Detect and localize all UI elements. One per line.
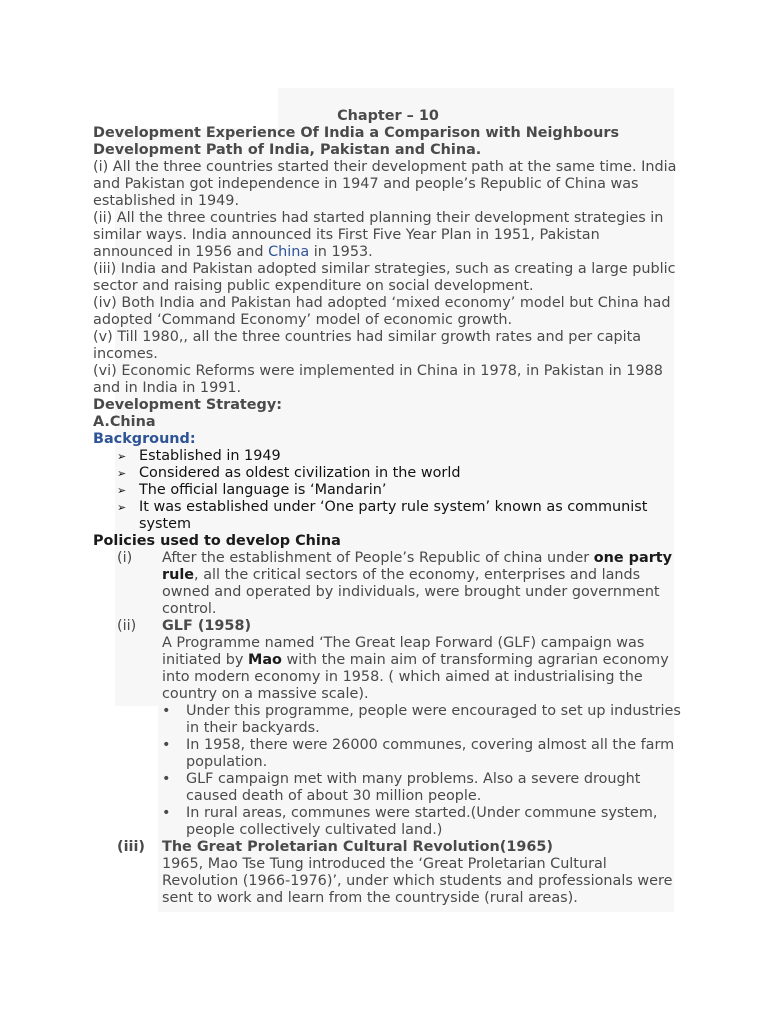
dot-bullet-icon: • bbox=[162, 737, 171, 753]
dot-bullet-icon: • bbox=[162, 805, 171, 821]
glf-bullet-list bbox=[93, 703, 683, 839]
list-item: ➢ Established in 1949 bbox=[117, 448, 281, 464]
list-item: • In rural areas, communes were started.(Under commune system, people collectively cultivated land.) bbox=[162, 805, 658, 838]
policy-1: (i) After the establishment of People’s Republic of china under one party rule, all the critical sectors of the economy, enterprises and lands owned and operated by individuals, were brought under government control. bbox=[117, 550, 673, 617]
list-item: ➢ The official language is ‘Mandarin’ bbox=[117, 482, 387, 498]
arrow-bullet-icon: ➢ bbox=[117, 501, 127, 514]
dot-bullet-icon: • bbox=[162, 771, 171, 787]
policy-2-title: GLF (1958) bbox=[162, 618, 252, 634]
section-subtitle: Development Path of India, Pakistan and China. bbox=[93, 142, 482, 158]
strategy-heading: Development Strategy: bbox=[93, 397, 282, 413]
point-2: (ii) All the three countries had started planning their development strategies in similar ways. India announced its First Five Year Plan in 1951, Pakistan announced in 1956 and China in 1953. bbox=[93, 210, 664, 260]
point-1: (i) All the three countries started their development path at the same time. India and Pakistan got independence in 1947 and people’s Republic of China was established in 1949. bbox=[93, 159, 677, 209]
dot-bullet-icon: • bbox=[162, 703, 171, 719]
arrow-bullet-icon: ➢ bbox=[117, 467, 127, 480]
policy-2-text: A Programme named ‘The Great leap Forward (GLF) campaign was initiated by Mao with the main aim of transforming agrarian economy into modern economy in 1958. ( which aimed at industrialising the country on a massive scale). bbox=[162, 635, 669, 702]
point-5: (v) Till 1980,, all the three countries had similar growth rates and per capita incomes. bbox=[93, 329, 642, 362]
policy-2-number: (ii) bbox=[117, 618, 137, 634]
policy-2 bbox=[93, 618, 683, 703]
background-list bbox=[93, 448, 683, 533]
chapter-title: Chapter – 10 bbox=[337, 108, 439, 124]
policy-3-title: The Great Proletarian Cultural Revolution(1965) bbox=[162, 839, 553, 855]
arrow-bullet-icon: ➢ bbox=[117, 484, 127, 497]
point-3: (iii) India and Pakistan adopted similar strategies, such as creating a large public sector and raising public expenditure on social development. bbox=[93, 261, 676, 294]
list-item: ➢ Considered as oldest civilization in the world bbox=[117, 465, 461, 481]
policies-heading: Policies used to develop China bbox=[93, 533, 341, 549]
list-item: • Under this programme, people were encouraged to set up industries in their backyards. bbox=[162, 703, 681, 736]
point-6: (vi) Economic Reforms were implemented in China in 1978, in Pakistan in 1988 and in India in 1991. bbox=[93, 363, 663, 396]
policy-3 bbox=[93, 839, 683, 907]
china-heading: A.China bbox=[93, 414, 156, 430]
policy-1-number: (i) bbox=[117, 550, 133, 566]
point-4: (iv) Both India and Pakistan had adopted ‘mixed economy’ model but China had adopted ‘Command Economy’ model of economic growth. bbox=[93, 295, 671, 328]
background-heading: Background: bbox=[93, 431, 196, 447]
china-link[interactable]: China bbox=[268, 244, 310, 260]
list-item: • GLF campaign met with many problems. Also a severe drought caused death of about 30 million people. bbox=[162, 771, 641, 804]
policy-3-number: (iii) bbox=[117, 839, 145, 855]
arrow-bullet-icon: ➢ bbox=[117, 450, 127, 463]
policy-3-text: 1965, Mao Tse Tung introduced the ‘Great Proletarian Cultural Revolution (1966-1976)’, under which students and professionals were sent to work and learn from the countryside (rural areas). bbox=[162, 856, 673, 906]
document-page bbox=[93, 108, 683, 907]
list-item: ➢ It was established under ‘One party rule system’ known as communist system bbox=[117, 499, 648, 532]
list-item: • In 1958, there were 26000 communes, covering almost all the farm population. bbox=[162, 737, 675, 770]
document-title: Development Experience Of India a Comparison with Neighbours bbox=[93, 125, 620, 141]
